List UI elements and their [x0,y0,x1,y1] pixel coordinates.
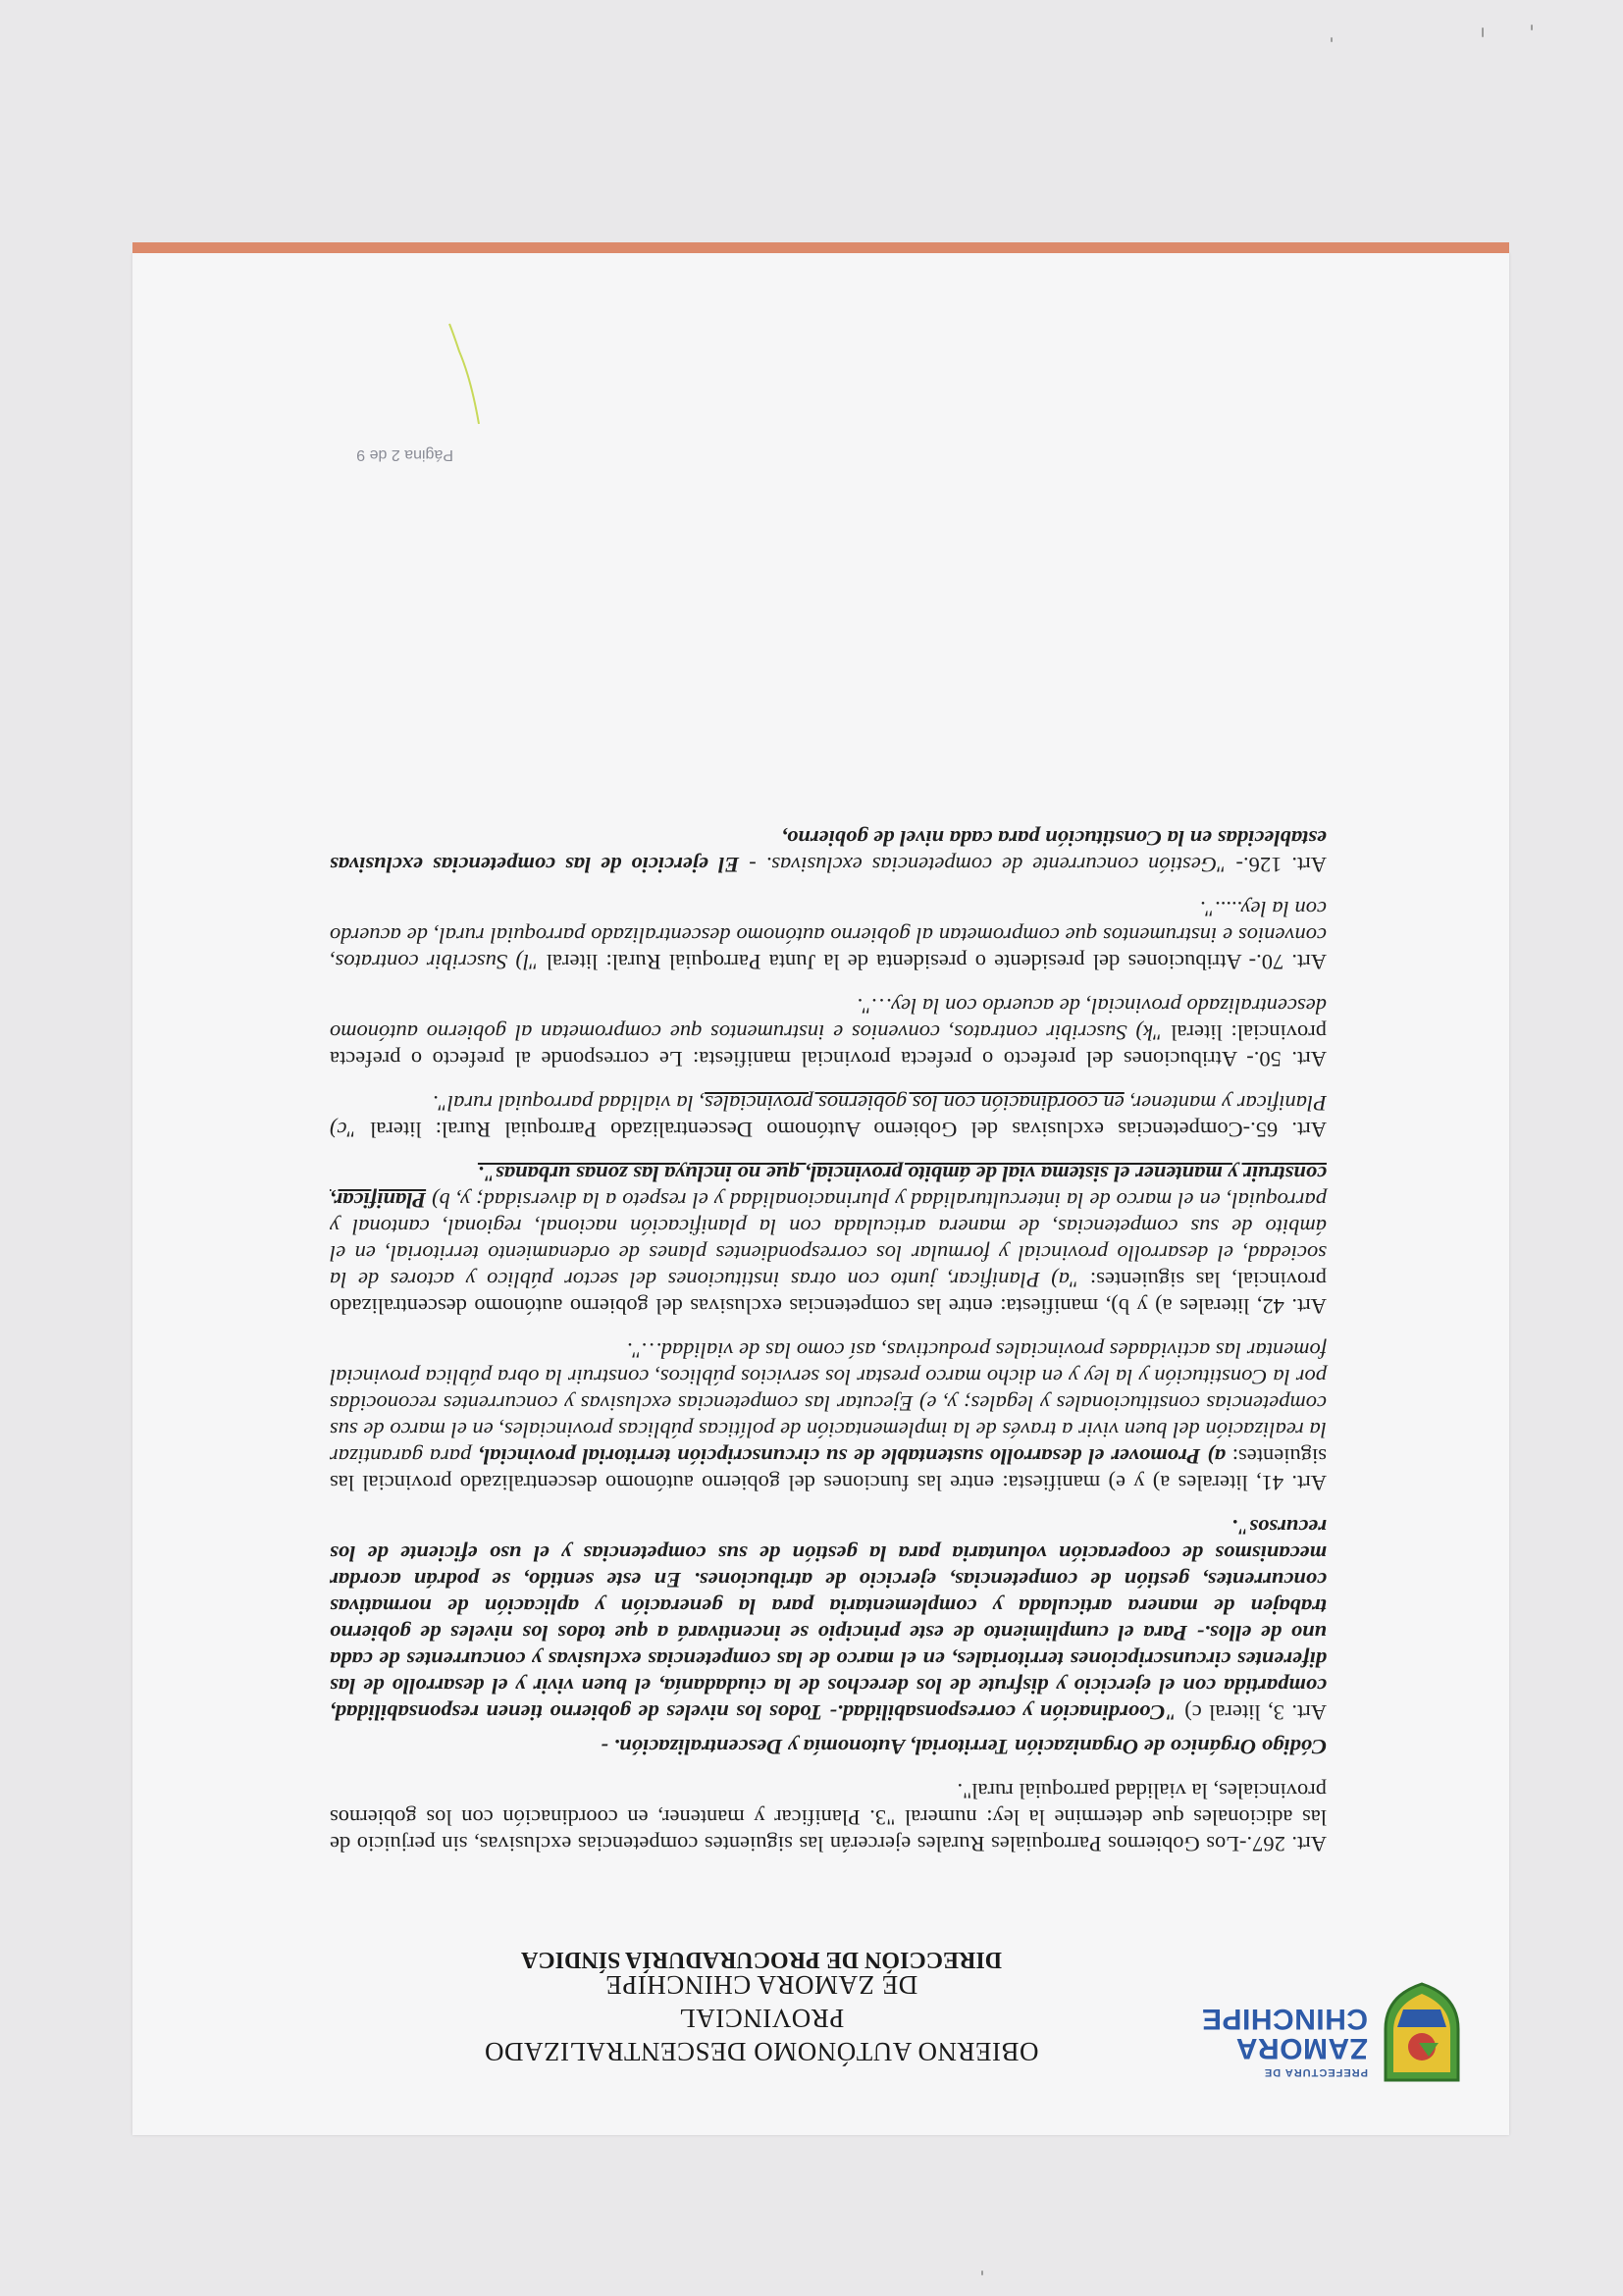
letterhead [132,1880,1509,2135]
scan-speck [981,2270,983,2275]
code-title: Código Orgánico de Organización Territorial, Autonomía y Descentralización. - [601,1735,1327,1759]
art-50-lead: Art. 50.- Atribuciones del prefecto o prefecta provincial manifiesta: Le corresponde al prefecto o prefecta provincial: literal [330,1020,1327,1071]
logo-prefix: PREFECTURA DE [1263,2066,1368,2078]
paragraph-art-65 [330,1090,1327,1143]
art-70-quote: "l) Suscribir contratos, convenios e instrumentos que comprometan al gobierno autónomo descentralizado parroquial rural, de acuerdo con la ley.....". [329,897,1327,974]
prefectura-logo [1144,1968,1468,2086]
paragraph-art-267: Art. 267.-Los Gobiernos Parroquiales Rurales ejercerán las siguientes competencias exclusivas, sin perjuicio de las adicionales que determine la ley: numeral "3. Planificar y mantener, en coordinación con los gobiernos provinciales, la vialidad parroquial rural". [330,1779,1327,1856]
paragraph-art-70 [330,896,1327,975]
art-42-quote: "a) Planificar, junto con otras instituciones del sector público y actores de la sociedad, el desarrollo provincial y formular los correspondientes planes de ordenamiento territorial, en el ámbito de sus competencias, de manera articulada con la planificación nacional, regional, cantonal y parroquial, en el marco de la interculturalidad y plurinacionalidad y el respeto a la diversidad; y, b) [330,1188,1327,1292]
organization-title [408,1968,1115,2068]
paper-edge-band [132,242,1509,253]
art-41-bold: a) Promover el desarrollo sustentable de su circunscripción territorial provincial, [478,1444,1226,1469]
paragraph-art-3 [330,1514,1327,1726]
document-paper [132,253,1509,2135]
department-title: DIRECCIÓN DE PROCURADURÍA SÍNDICA [520,1947,1003,1972]
provincial-shield-icon [1376,1980,1468,2086]
paragraph-art-42 [330,1161,1327,1320]
art-3-quote: "Coordinación y corresponsabilidad.- Todos los niveles de gobierno tienen responsabilidad, compartida con el ejercicio y disfrute de los derechos de la ciudadanía, el buen vivir y el desarrollo de las diferentes circunscripciones territoriales, en el marco de las competencias exclusivas y concurrentes de cada uno de ellos.- Para el cumplimiento de este principio se incentivará a que todos los niveles de gobierno trabajen de manera articulada y complementaria para la generación y aplicación de normativas concurrentes, gestión de competencias, ejercicio de atribuciones. En este sentido, se podrán acordar mecanismos de cooperación voluntaria para la gestión de sus competencias y el uso eficiente de los recursos". [330,1515,1327,1725]
page-number: Página 2 de 9 [356,446,453,463]
art-126-lead: Art. 126.- [1226,853,1327,877]
scan-speck [1482,27,1484,37]
paragraph-art-50 [330,993,1327,1072]
paragraph-art-126 [330,825,1327,878]
org-title-line1: OBIERNO AUTÓNOMO DESCENTRALIZADO PROVINCIAL [484,2004,1039,2066]
art-41-quote: para garantizar la realización del buen vivir a través de la implementación de políticas públicas provinciales, en el marco de sus competencias constitucionales y legales; y, e) Ejecutar las competencias exclusivas y concurrentes reconocidas por la Constitución y la ley y en dicho marco prestar los servicios públicos, construir la obra pública provincial fomentar las actividades provinciales productivas, así como las de vialidad…". [330,1338,1327,1469]
logo-name-line1: ZAMORA [1235,2032,1368,2064]
document-body [330,808,1327,1857]
logo-name-line2: CHINCHIPE [1201,2003,1368,2035]
scan-speck [1531,25,1533,30]
paragraph-art-41 [330,1337,1327,1496]
org-title-line2: DE ZAMORA CHINCHIPE [604,1970,918,2000]
art-41-lead: Art. 41, literales a) y e) manifiesta: entre las funciones del gobierno autónomo descentralizado provincial las siguientes: [330,1444,1327,1495]
art-42-bold: Planificar, construir y mantener el sistema vial de ámbito provincial, que no incluya las zonas urbanas". [330,1162,1327,1213]
art-3-lead: Art. 3, literal c) [1177,1700,1327,1725]
art-126-bold: El ejercicio de las competencias exclusivas establecidas en la Constitución para cada nivel de gobierno, [330,826,1327,877]
art-65-lead: Art. 65.-Competencias exclusivas del Gobierno Autónomo Descentralizado Parroquial Rural: literal [355,1118,1327,1142]
art-65-tail: , la vialidad parroquial rural". [432,1091,706,1116]
art-126-quote: "Gestión concurrente de competencias exclusivas. - [739,853,1227,877]
art-65-underlined: en coordinación con los gobiernos provinciales [705,1091,1125,1116]
scan-speck [1331,37,1333,42]
art-70-lead: Art. 70.- Atribuciones del presidente o presidenta de la Junta Parroquial Rural: literal [538,950,1327,974]
pen-mark-icon [445,320,485,428]
art-50-quote: "k) Suscribir contratos, convenios e instrumentos que comprometan al gobierno autónomo descentralizado provincial, de acuerdo con la ley…". [330,994,1327,1045]
art-42-lead: Art. 42, literales a) y b), manifiesta: entre las competencias exclusivas del gobierno autónomo descentralizado provincial, las siguientes: [330,1268,1327,1319]
art-65-quote: "c) Planificar y mantener, [330,1091,1327,1142]
